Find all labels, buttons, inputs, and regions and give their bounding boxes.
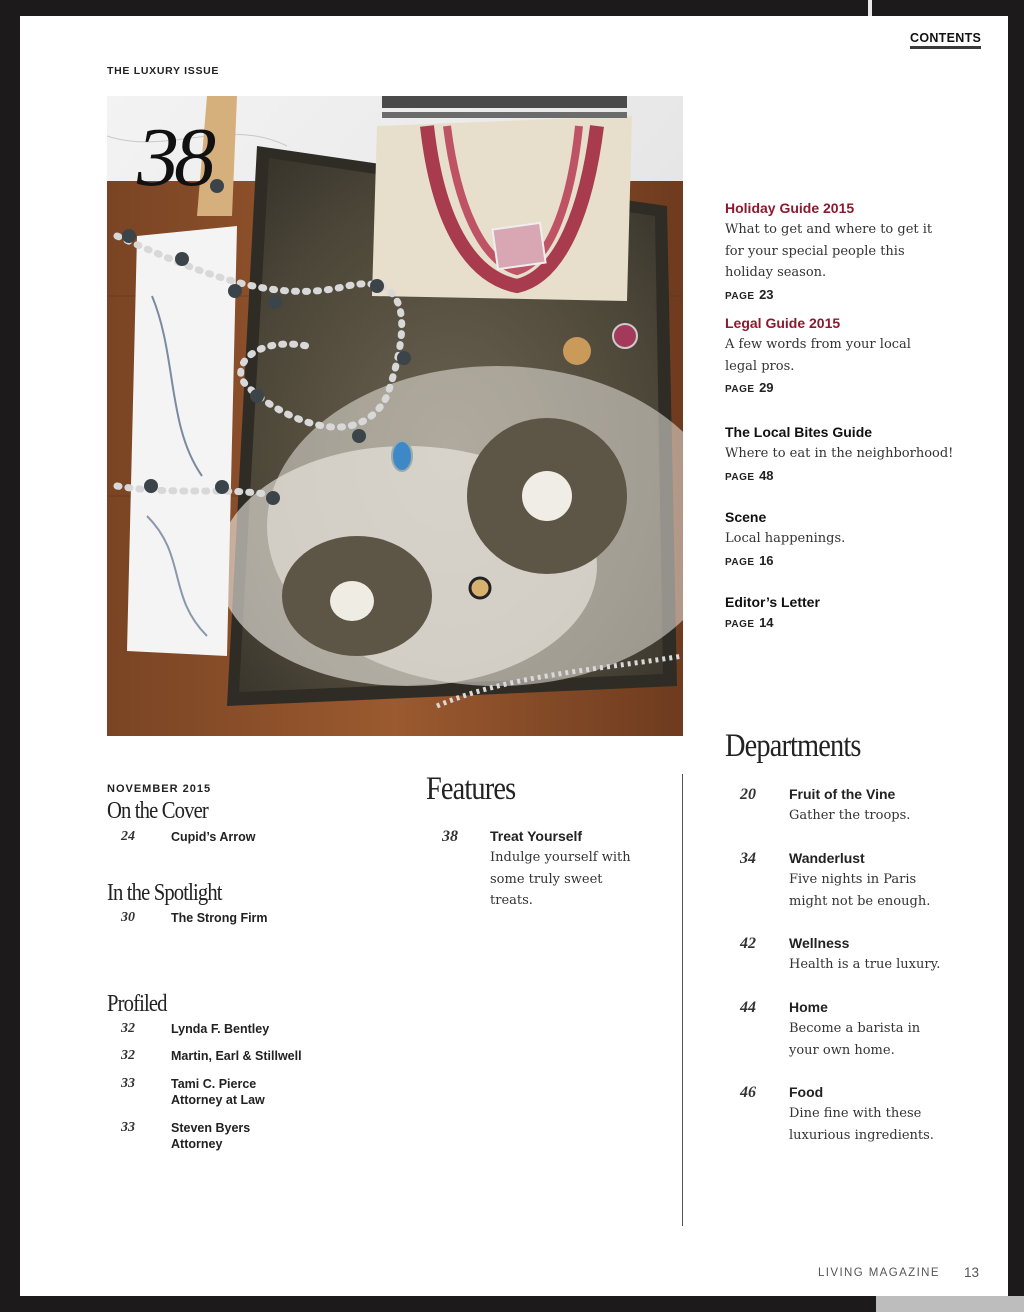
feature-text xyxy=(490,828,660,912)
department-text xyxy=(789,1084,999,1146)
item-page: 33 xyxy=(121,1120,135,1135)
page-number: 23 xyxy=(759,286,774,302)
item-title: Food xyxy=(789,1084,824,1100)
item-title: Cupid’s Arrow xyxy=(171,830,256,844)
contents-label: CONTENTS xyxy=(910,31,982,45)
item-desc xyxy=(789,805,999,827)
item-subtitle: Attorney at Law xyxy=(171,1093,265,1107)
frame-edge-bottom xyxy=(876,1296,1024,1312)
item-title: Treat Yourself xyxy=(490,828,583,844)
guide-desc xyxy=(725,219,932,284)
item-title: Wellness xyxy=(789,935,850,951)
page-label: PAGE xyxy=(725,619,755,630)
guide-page xyxy=(725,467,953,485)
in-the-spotlight-heading: In the Spotlight xyxy=(107,880,222,906)
guide-desc-line: A few words from your local xyxy=(725,337,911,352)
page-number: 14 xyxy=(759,615,774,630)
item-desc-line: Gather the troops. xyxy=(789,808,911,823)
item-page: 46 xyxy=(740,1084,756,1101)
column-divider xyxy=(682,774,683,1226)
item-desc-line: Dine fine with these xyxy=(789,1106,922,1121)
item-page: 34 xyxy=(740,850,756,867)
guide-editors-letter[interactable] xyxy=(725,594,820,632)
page-label: PAGE xyxy=(725,290,755,302)
department-text xyxy=(789,935,999,976)
page-number: 48 xyxy=(759,467,774,483)
guide-desc-line: holiday season. xyxy=(725,265,827,280)
item-title: Wanderlust xyxy=(789,850,865,866)
guide-desc-line: legal pros. xyxy=(725,358,795,374)
guide-page xyxy=(725,286,932,304)
item-desc-line: some truly sweet xyxy=(490,871,603,887)
item-desc-line: might not be enough. xyxy=(789,893,931,909)
frame-edge xyxy=(868,0,872,16)
item-desc-line: Become a barista in xyxy=(789,1021,921,1036)
guide-title: Legal Guide 2015 xyxy=(725,315,841,331)
guide-desc xyxy=(725,528,845,550)
guide-legal[interactable] xyxy=(725,315,911,397)
item-page: 38 xyxy=(442,828,458,845)
magazine-page xyxy=(20,16,1008,1296)
issue-label: THE LUXURY ISSUE xyxy=(107,65,220,77)
footer-page-number: 13 xyxy=(964,1265,980,1280)
item-page: 42 xyxy=(740,935,756,952)
item-page: 30 xyxy=(121,910,135,925)
item-desc-line: your own home. xyxy=(789,1042,895,1058)
item-text xyxy=(171,1076,265,1108)
item-text xyxy=(171,1120,250,1152)
page-label: PAGE xyxy=(725,556,755,568)
item-title: The Strong Firm xyxy=(171,911,268,925)
item-desc-line: luxurious ingredients. xyxy=(789,1127,934,1143)
item-title: Steven Byers xyxy=(171,1121,251,1135)
guide-holiday[interactable] xyxy=(725,200,932,304)
guide-page xyxy=(725,614,820,632)
item-page: 32 xyxy=(121,1048,135,1063)
guide-desc xyxy=(725,334,911,377)
item-title: Lynda F. Bentley xyxy=(171,1022,270,1036)
issue-date: NOVEMBER 2015 xyxy=(107,783,212,795)
department-text xyxy=(789,999,999,1061)
guide-desc xyxy=(725,443,953,465)
guide-desc-line: for your special people this xyxy=(725,243,905,259)
item-page: 24 xyxy=(121,829,135,844)
item-page: 32 xyxy=(121,1021,135,1036)
guide-desc-line: Where to eat in the neighborhood! xyxy=(725,446,954,461)
guide-scene[interactable] xyxy=(725,509,845,570)
guide-title: Holiday Guide 2015 xyxy=(725,200,855,216)
departments-heading: Departments xyxy=(725,728,861,764)
item-page: 20 xyxy=(740,786,756,803)
item-page: 33 xyxy=(121,1076,135,1091)
on-the-cover-heading: On the Cover xyxy=(107,798,208,824)
item-title: Fruit of the Vine xyxy=(789,786,896,802)
item-desc-line: Health is a true luxury. xyxy=(789,957,941,972)
item-desc-line: Five nights in Paris xyxy=(789,872,917,887)
item-desc xyxy=(789,869,999,912)
item-desc xyxy=(490,847,660,912)
profiled-heading: Profiled xyxy=(107,991,167,1017)
guide-local-bites[interactable] xyxy=(725,424,953,485)
item-desc xyxy=(789,1103,999,1146)
footer-magazine-name: LIVING MAGAZINE xyxy=(818,1267,940,1279)
item-title: Tami C. Pierce xyxy=(171,1077,257,1091)
item-desc xyxy=(789,1018,999,1061)
page-number: 29 xyxy=(759,380,774,395)
page-number: 16 xyxy=(759,552,774,568)
guide-desc-line: Local happenings. xyxy=(725,531,846,546)
item-desc-line: treats. xyxy=(490,893,533,908)
item-title: Home xyxy=(789,999,828,1015)
department-text xyxy=(789,850,999,912)
guide-title: Editor’s Letter xyxy=(725,594,820,610)
guide-title: The Local Bites Guide xyxy=(725,424,873,440)
item-desc xyxy=(789,954,999,976)
page-label: PAGE xyxy=(725,471,755,483)
guide-desc-line: What to get and where to get it xyxy=(725,222,933,237)
item-title: Martin, Earl & Stillwell xyxy=(171,1049,302,1063)
item-desc-line: Indulge yourself with xyxy=(490,850,631,865)
cover-photo xyxy=(107,96,683,736)
guide-page xyxy=(725,552,845,570)
item-page: 44 xyxy=(740,999,756,1016)
guide-page xyxy=(725,379,911,397)
features-heading: Features xyxy=(426,771,516,807)
contents-underline xyxy=(910,46,981,49)
item-subtitle: Attorney xyxy=(171,1137,223,1151)
cover-page-number: 38 xyxy=(137,111,211,204)
guide-title: Scene xyxy=(725,509,767,525)
department-text xyxy=(789,786,999,827)
page-label: PAGE xyxy=(725,384,755,395)
